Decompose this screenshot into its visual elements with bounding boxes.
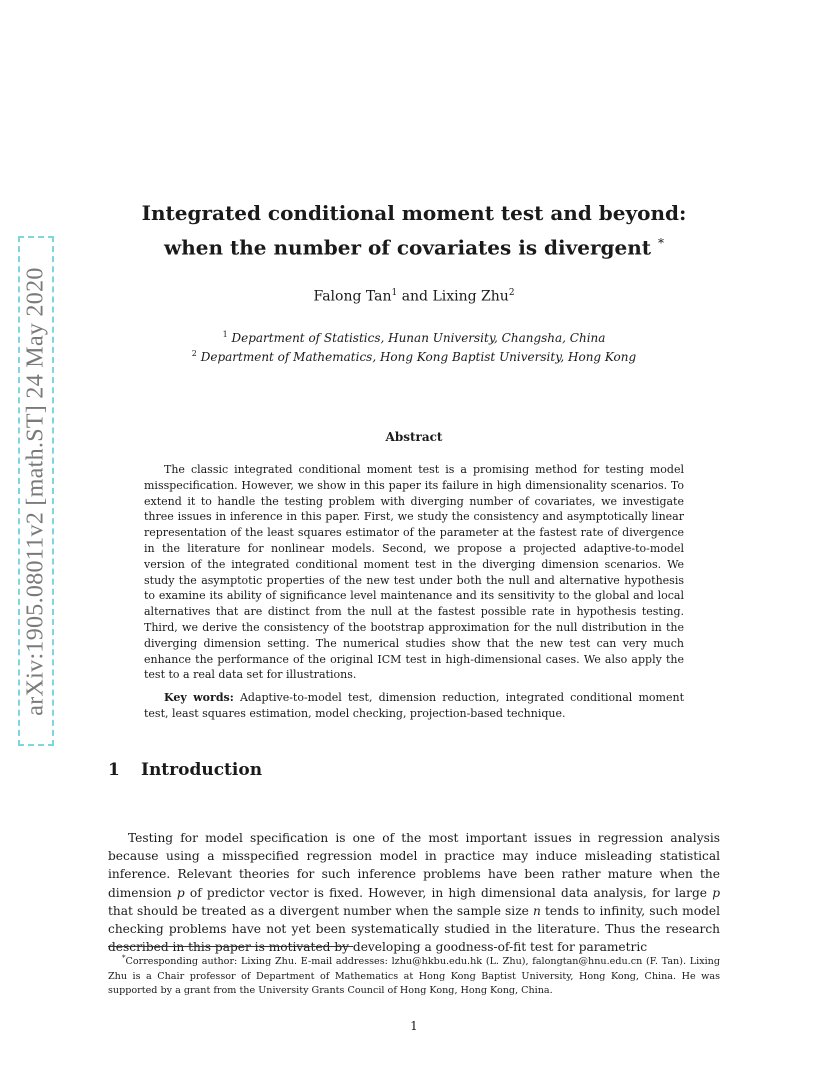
abstract-heading: Abstract: [385, 430, 443, 444]
affiliation-2-text: Department of Mathematics, Hong Kong Baptist University, Hong Kong: [200, 350, 637, 364]
affiliation-2-mark: 2: [191, 349, 197, 358]
paper-title-line-2: [108, 228, 720, 263]
author-2-affiliation-mark: 2: [508, 288, 515, 298]
paper-title: [108, 198, 720, 263]
arxiv-identifier-text: arXiv:1905.08011v2 [math.ST] 24 May 2020: [22, 266, 49, 716]
footnote-divider: [108, 946, 353, 947]
section-heading-introduction: [108, 760, 262, 780]
affiliation-2: [108, 349, 720, 364]
footnote: [108, 951, 720, 998]
author-1-affiliation-mark: 1: [391, 288, 398, 298]
section-number: 1: [108, 760, 120, 780]
introduction-paragraph: [108, 829, 720, 956]
intro-text-part-4: tends to infinity, such model checking problems have not yet been systematically studied in the literature. Thus the research described in this paper is motivated by developing a goodness-of-fit test for parametric: [108, 903, 720, 955]
paper-title-line-1: Integrated conditional moment test and beyond:: [141, 201, 687, 225]
affiliation-1-text: Department of Statistics, Hunan University, Changsha, China: [231, 331, 606, 345]
math-variable-p-second: p: [712, 885, 720, 900]
author-conjunction: and: [401, 288, 429, 305]
intro-text-part-1: Testing for model specification is one of the most important issues in regression analysis because using a misspecified regression model in practice may induce misleading statistical inference. Relevant theories for such inference problems have been rather mature when the dimension: [108, 831, 720, 900]
math-variable-p: p: [176, 885, 185, 900]
title-footnote-mark: *: [657, 236, 664, 250]
author-1-name: Falong Tan: [313, 288, 392, 305]
footnote-mark: *: [122, 954, 126, 962]
keywords-text: Adaptive-to-model test, dimension reduction, integrated conditional moment test, least squares estimation, model checking, projection-based technique.: [144, 691, 684, 720]
affiliation-1: [108, 330, 720, 345]
abstract-body: The classic integrated conditional moment test is a promising method for testing model misspecification. However, we show in this paper its failure in high dimensionality scenarios. To extend it to handle the testing problem with diverging number of covariates, we investigate three issues in inference in this paper. First, we study the consistency and asymptotically linear representation of the least squares estimator of the parameter at the fastest rate of divergence in the literature for nonlinear models. Second, we propose a projected adaptive-to-model version of the integrated conditional moment test in the diverging dimension scenarios. We study the asymptotic properties of the new test under both the null and alternative hypothesis to examine its ability of significance level maintenance and its sensitivity to the global and local alternatives that are distinct from the null at the fastest possible rate in hypothesis testing. Third, we derive the consistency of the bootstrap approximation for the null distribution in the diverging dimension setting. The numerical studies show that the new test can very much enhance the performance of the original ICM test in high-dimensional cases. We also apply the test to a real data set for illustrations.: [144, 463, 684, 682]
page-number: 1: [410, 1019, 418, 1033]
author-list: [108, 288, 720, 305]
affiliation-1-mark: 1: [222, 330, 228, 339]
arxiv-identifier-stamp: [18, 236, 54, 746]
math-variable-n: n: [532, 903, 541, 918]
author-2-name: Lixing Zhu: [432, 288, 509, 305]
footnote-text: Corresponding author: Lixing Zhu. E-mail addresses: lzhu@hkbu.edu.hk (L. Zhu), falongtan@hnu.edu.cn (F. Tan). Lixing Zhu is a Chair professor of Department of Mathematics at Hong Kong Baptist University, Hong Kong, China. He was supported by a grant from the University Grants Council of Hong Kong, Hong Kong, China.: [108, 956, 720, 996]
section-title: Introduction: [141, 760, 263, 780]
keywords-label: Key words:: [164, 691, 234, 704]
paper-title-line-2-text: when the number of covariates is divergent: [164, 235, 651, 260]
intro-text-part-2: of predictor vector is fixed. However, in high dimensional data analysis, for large: [184, 885, 713, 900]
keywords-paragraph: [144, 690, 684, 722]
intro-text-part-3: that should be treated as a divergent number when the sample size: [108, 903, 533, 918]
